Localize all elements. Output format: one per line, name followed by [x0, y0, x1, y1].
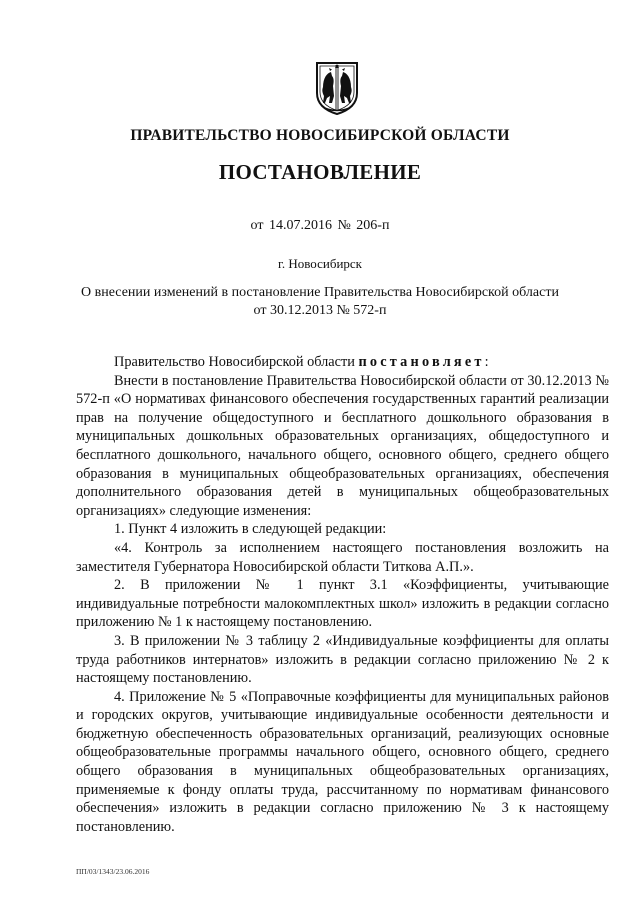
document-subject — [0, 284, 640, 320]
document-body — [76, 353, 609, 836]
subject-line-1: О внесении изменений в постановление Правительства Новосибирской области — [81, 285, 559, 300]
organization-title: ПРАВИТЕЛЬСТВО НОВОСИБИРСКОЙ ОБЛАСТИ — [130, 127, 510, 144]
document-city: г. Новосибирск — [277, 256, 362, 271]
intro-paragraph — [76, 353, 609, 372]
coat-of-arms-icon — [313, 59, 361, 115]
paragraph-item-3: 3. В приложении № 3 таблицу 2 «Индивидуальные коэффициенты для оплаты труда работников интернатов» изложить в редакции согласно приложению № 2 к настоящему постановлению. — [76, 632, 609, 687]
document-date-number: от 14.07.2016 № 206-п — [250, 218, 390, 233]
paragraph-item-2: 2. В приложении № 1 пункт 3.1 «Коэффициенты, учитывающие индивидуальные потребности малокомплектных школ» изложить в редакции согласно приложению № 1 к настоящему постановлению. — [76, 577, 609, 631]
paragraph-item-1: 1. Пункт 4 изложить в следующей редакции: — [114, 521, 387, 538]
paragraph-amendment-intro: Внести в постановление Правительства Новосибирской области от 30.12.2013 № 572-п «О нормативах финансового обеспечения государственных гарантий реализации прав на получение общедоступного и бесплатного дошкольного образования в муниципальных дошкольных образовательных организациях, общедоступного и бесплатного дошкольного, начального общего, основного общего, среднего общего образования в муниципальных общеобразовательных организациях, обеспечения дополнительного образования детей в муниципальных общеобразовательных организациях» следующие изменения: — [76, 372, 609, 519]
document-type-title: ПОСТАНОВЛЕНИЕ — [218, 160, 422, 184]
subject-line-2: от 30.12.2013 № 572-п — [253, 303, 387, 318]
footer-document-code: ПП/03/1343/23.06.2016 — [76, 867, 150, 876]
paragraph-item-4: 4. Приложение № 5 «Поправочные коэффициенты для муниципальных районов и городских округов, учитывающие индивидуальные особенности деятельности и бюджетную обеспеченность образовательных организаций, реализующих основные общеобразовательные программы начального общего, основного общего, среднего общего образования в муниципальных общеобразовательных организациях, применяемые к фонду оплаты труда, рассчитанному по нормативам финансового обеспечения» изложить в редакции согласно приложению № 3 к настоящему постановлению. — [76, 688, 609, 835]
intro-prefix: Правительство Новосибирской области — [114, 354, 359, 370]
resolution-verb: постановляет — [358, 354, 485, 370]
paragraph-item-1-text: «4. Контроль за исполнением настоящего постановления возложить на заместителя Губернатора Новосибирской области Титкова А.П.». — [76, 539, 609, 575]
intro-suffix: : — [484, 354, 489, 370]
